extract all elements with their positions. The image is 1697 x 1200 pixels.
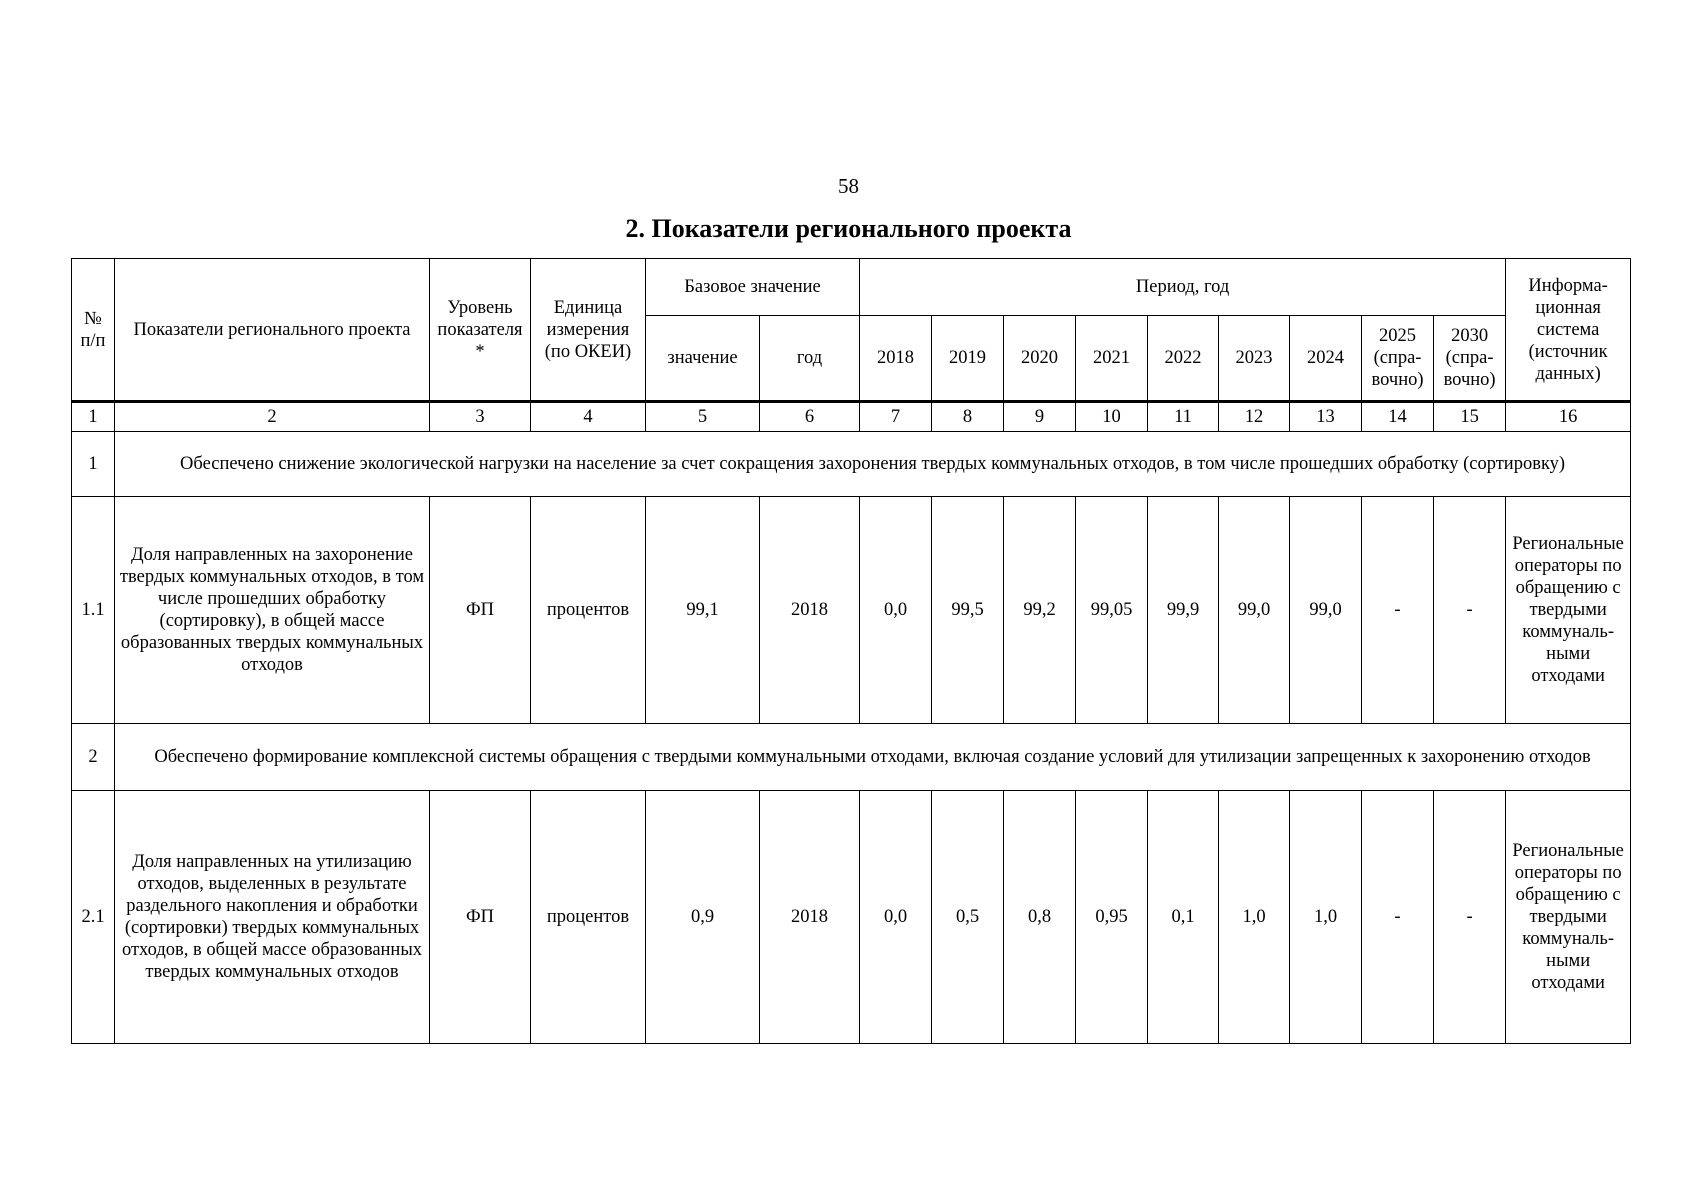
column-number: 3 — [430, 402, 531, 432]
indicator-name: Доля направленных на утилизацию отходов, выделенных в результате раздельного накопления и обработки (сортировки) твердых коммунальных отходов, в общей массе образованных твердых коммунальных отходов — [115, 791, 430, 1044]
column-number: 11 — [1148, 402, 1219, 432]
header-num: № п/п — [72, 259, 115, 402]
header-year: 2030 (спра-вочно) — [1434, 316, 1506, 402]
column-number: 12 — [1219, 402, 1290, 432]
header-year: 2018 — [860, 316, 932, 402]
column-number: 15 — [1434, 402, 1506, 432]
section-row — [72, 432, 1631, 497]
year-value: 0,0 — [860, 497, 932, 724]
column-number: 6 — [760, 402, 860, 432]
header-period: Период, год — [860, 259, 1506, 316]
year-value: - — [1362, 791, 1434, 1044]
column-number-row — [72, 402, 1631, 432]
column-number: 1 — [72, 402, 115, 432]
data-source: Региональные операторы по обращению с твердыми коммуналь-ными отходами — [1506, 497, 1631, 724]
header-base: Базовое значение — [646, 259, 860, 316]
header-year: 2022 — [1148, 316, 1219, 402]
column-number: 13 — [1290, 402, 1362, 432]
year-value: 0,0 — [860, 791, 932, 1044]
section-row — [72, 724, 1631, 791]
column-number: 8 — [932, 402, 1004, 432]
indicator-name: Доля направленных на захоронение твердых коммунальных отходов, в том числе прошедших обработку (сортировку), в общей массе образованных твердых коммунальных отходов — [115, 497, 430, 724]
data-source: Региональные операторы по обращению с твердыми коммуналь-ными отходами — [1506, 791, 1631, 1044]
table-row — [72, 497, 1631, 724]
year-value: 0,8 — [1004, 791, 1076, 1044]
year-value: - — [1434, 791, 1506, 1044]
column-number: 14 — [1362, 402, 1434, 432]
year-value: 0,95 — [1076, 791, 1148, 1044]
indicator-level: ФП — [430, 791, 531, 1044]
indicators-table — [71, 258, 1631, 1044]
year-value: 0,1 — [1148, 791, 1219, 1044]
table-row — [72, 791, 1631, 1044]
row-num: 2.1 — [72, 791, 115, 1044]
page-number: 58 — [838, 174, 859, 198]
year-value: - — [1362, 497, 1434, 724]
column-number: 10 — [1076, 402, 1148, 432]
section-title: Обеспечено снижение экологической нагрузки на население за счет сокращения захоронения твердых коммунальных отходов, в том числе прошедших обработку (сортировку) — [115, 432, 1631, 497]
header-level: Уровень показателя * — [430, 259, 531, 402]
base-value: 0,9 — [646, 791, 760, 1044]
column-number: 5 — [646, 402, 760, 432]
header-indicator: Показатели регионального проекта — [115, 259, 430, 402]
header-year: 2023 — [1219, 316, 1290, 402]
base-value: 99,1 — [646, 497, 760, 724]
header-row-1 — [72, 259, 1631, 316]
indicator-unit: процентов — [531, 497, 646, 724]
page-title: 2. Показатели регионального проекта — [625, 214, 1072, 243]
header-year: 2025 (спра-вочно) — [1362, 316, 1434, 402]
section-num: 2 — [72, 724, 115, 791]
header-base-year: год — [760, 316, 860, 402]
year-value: 99,2 — [1004, 497, 1076, 724]
column-number: 7 — [860, 402, 932, 432]
header-base-value: значение — [646, 316, 760, 402]
header-unit: Единица измерения (по ОКЕИ) — [531, 259, 646, 402]
base-year: 2018 — [760, 497, 860, 724]
header-year: 2024 — [1290, 316, 1362, 402]
year-value: 99,0 — [1219, 497, 1290, 724]
base-year: 2018 — [760, 791, 860, 1044]
indicator-unit: процентов — [531, 791, 646, 1044]
header-info: Информа-ционная система (источник данных) — [1506, 259, 1631, 402]
year-value: 99,5 — [932, 497, 1004, 724]
column-number: 4 — [531, 402, 646, 432]
header-year: 2020 — [1004, 316, 1076, 402]
column-number: 16 — [1506, 402, 1631, 432]
header-year: 2021 — [1076, 316, 1148, 402]
column-number: 9 — [1004, 402, 1076, 432]
year-value: 0,5 — [932, 791, 1004, 1044]
year-value: 99,05 — [1076, 497, 1148, 724]
year-value: 1,0 — [1290, 791, 1362, 1044]
year-value: - — [1434, 497, 1506, 724]
header-year: 2019 — [932, 316, 1004, 402]
year-value: 99,0 — [1290, 497, 1362, 724]
indicator-level: ФП — [430, 497, 531, 724]
section-title: Обеспечено формирование комплексной системы обращения с твердыми коммунальными отходами, включая создание условий для утилизации запрещенных к захоронению отходов — [115, 724, 1631, 791]
section-num: 1 — [72, 432, 115, 497]
row-num: 1.1 — [72, 497, 115, 724]
column-number: 2 — [115, 402, 430, 432]
year-value: 1,0 — [1219, 791, 1290, 1044]
year-value: 99,9 — [1148, 497, 1219, 724]
